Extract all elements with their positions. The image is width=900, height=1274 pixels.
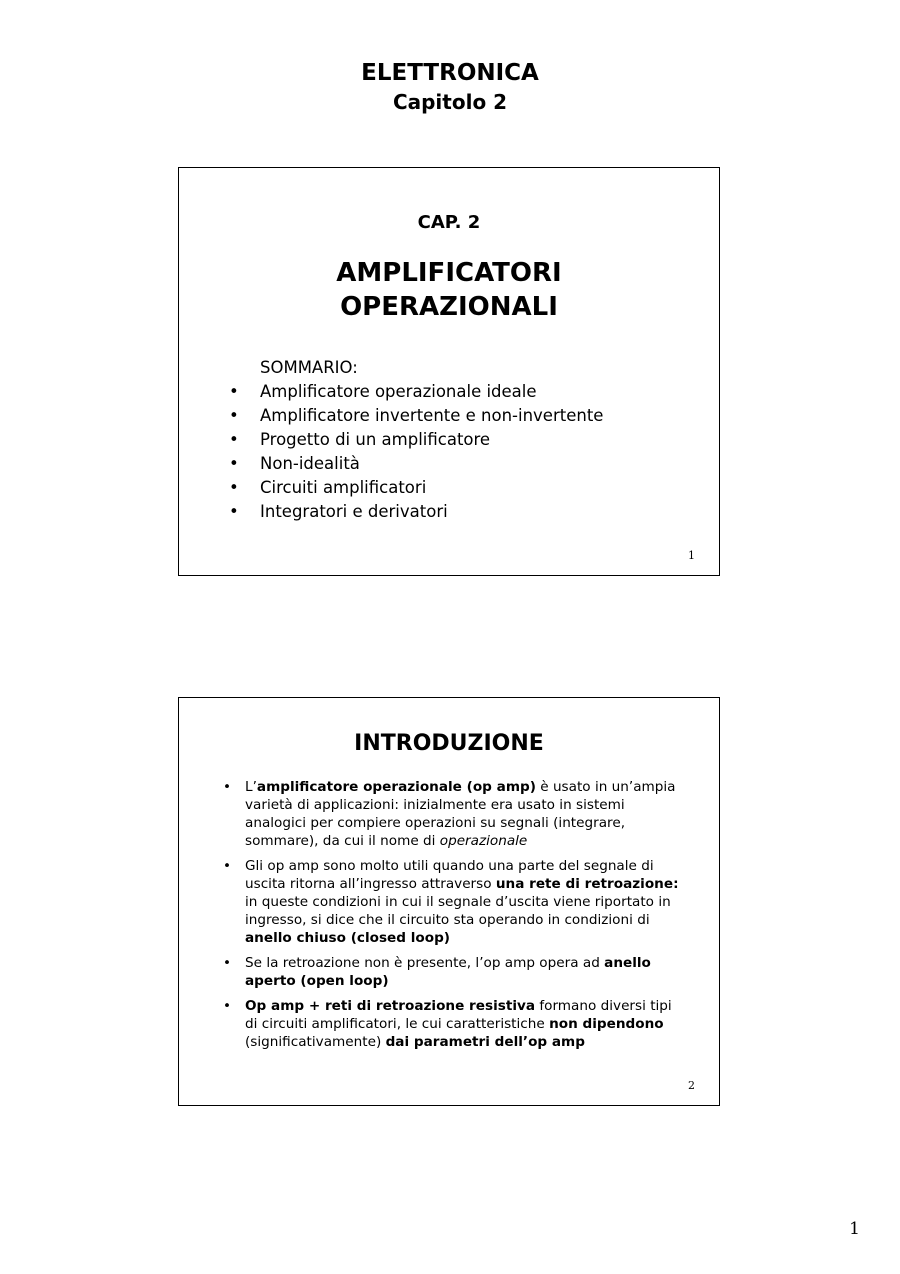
summary-item <box>229 380 603 404</box>
slide-1-title-line-2: OPERAZIONALI <box>340 292 558 322</box>
intro-text-bold: dai parametri dell’op amp <box>385 1034 585 1050</box>
slide-number: 1 <box>688 549 695 562</box>
intro-text-bold: amplificatore operazionale (op amp) <box>256 779 536 795</box>
summary <box>229 356 603 524</box>
slide-1-title <box>179 256 719 324</box>
bullet-icon: • <box>229 454 239 473</box>
intro-item <box>223 954 683 990</box>
bullet-icon: • <box>223 858 232 874</box>
bullet-icon: • <box>223 998 232 1014</box>
document-header <box>0 58 900 116</box>
intro-text: Se la retroazione non è presente, l’op amp opera ad <box>245 955 605 971</box>
slide-1 <box>178 167 720 576</box>
summary-item-text: Non-idealità <box>260 454 360 473</box>
intro-text-bold: non dipendono <box>549 1016 664 1032</box>
bullet-icon: • <box>229 382 239 401</box>
bullet-icon: • <box>229 406 239 425</box>
summary-item-text: Circuiti amplificatori <box>260 478 427 497</box>
intro-text-bold: anello aperto (open loop) <box>245 955 651 989</box>
summary-item-text: Integratori e derivatori <box>260 502 448 521</box>
intro-text: L’ <box>245 779 257 795</box>
bullet-icon: • <box>223 955 232 971</box>
slide-2 <box>178 697 720 1106</box>
document-subtitle: Capitolo 2 <box>392 90 508 114</box>
intro-text-bold: una rete di retroazione: <box>495 876 679 892</box>
slide-1-title-line-1: AMPLIFICATORI <box>336 258 562 288</box>
intro-list <box>223 778 683 1051</box>
summary-item-text: Progetto di un amplificatore <box>260 430 491 449</box>
slide-number: 2 <box>688 1079 695 1092</box>
summary-item <box>229 452 603 476</box>
intro-text-bold: Op amp + reti di retroazione resistiva <box>245 998 536 1014</box>
summary-item <box>229 500 603 524</box>
intro-item <box>223 857 683 947</box>
intro-item <box>223 997 683 1051</box>
summary-item <box>229 404 603 428</box>
intro-list-container <box>223 778 683 1058</box>
slide-2-title: INTRODUZIONE <box>354 731 544 756</box>
intro-text: (significativamente) <box>245 1034 386 1050</box>
chapter-label: CAP. 2 <box>417 212 481 233</box>
summary-item <box>229 476 603 500</box>
summary-item <box>229 428 603 452</box>
intro-item <box>223 778 683 850</box>
bullet-icon: • <box>229 478 239 497</box>
summary-item-text: Amplificatore operazionale ideale <box>260 382 537 401</box>
intro-text: Gli op amp sono molto utili quando una parte del segnale di uscita ritorna all’ingresso attraverso <box>245 858 654 892</box>
summary-item-text: Amplificatore invertente e non-invertente <box>260 406 604 425</box>
intro-text: in queste condizioni in cui il segnale d’uscita viene riportato in ingresso, si dice che il circuito sta operando in condizioni di <box>245 894 671 928</box>
summary-list <box>229 380 603 524</box>
page-number: 1 <box>849 1219 860 1239</box>
bullet-icon: • <box>229 430 239 449</box>
intro-text-italic: operazionale <box>439 833 528 849</box>
bullet-icon: • <box>223 779 232 795</box>
intro-text-bold: anello chiuso (closed loop) <box>245 930 451 946</box>
document-title: ELETTRONICA <box>361 60 539 86</box>
summary-label: SOMMARIO: <box>260 358 358 377</box>
bullet-icon: • <box>229 502 239 521</box>
intro-text: formano diversi tipi di circuiti amplificatori, le cui caratteristiche <box>245 998 672 1032</box>
intro-text: è usato in un’ampia varietà di applicazioni: inizialmente era usato in sistemi analogici per compiere operazioni su segnali (integrare, sommare), da cui il nome di <box>245 779 676 849</box>
